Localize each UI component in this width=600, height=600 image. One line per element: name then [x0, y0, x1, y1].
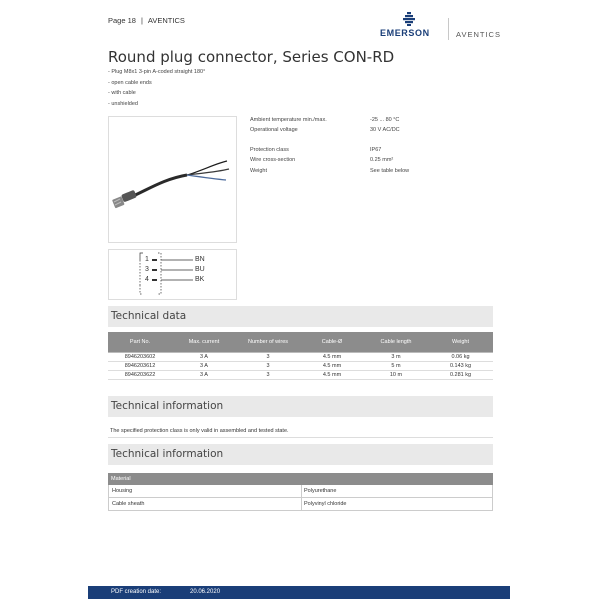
column-header: Max. current [172, 332, 236, 352]
table-cell: 4.5 mm [300, 370, 364, 379]
property-value: 30 V AC/DC [370, 127, 400, 133]
technical-data-table [108, 332, 493, 380]
table-cell: 8946203612 [108, 361, 172, 370]
column-header: Cable length [364, 332, 428, 352]
table-row [108, 498, 493, 511]
feature-item: - Plug M8x1 3-pin A-coded straight 180° [108, 69, 206, 75]
wire-color-label: BK [195, 276, 205, 283]
divider [108, 437, 493, 438]
material-component: Housing [112, 488, 133, 494]
table-header-row [108, 332, 493, 352]
property-key: Weight [250, 168, 268, 174]
creation-date-value: 20.06.2020 [190, 589, 221, 595]
pin-number: 1 [145, 256, 149, 263]
page-title: Round plug connector, Series CON-RD [108, 48, 395, 66]
page-label: Page [108, 16, 126, 25]
column-header: Weight [428, 332, 493, 352]
pinout-drawing [109, 250, 236, 299]
property-key: Wire cross-section [250, 157, 296, 163]
table-row [108, 361, 493, 370]
technical-data-heading [108, 306, 493, 327]
property-value: 0.25 mm² [370, 157, 394, 163]
product-image [108, 116, 237, 243]
table-cell: 3 m [364, 352, 428, 361]
feature-item: - with cable [108, 90, 136, 96]
wire-color-label: BU [195, 266, 205, 273]
table-row [108, 370, 493, 379]
feature-list [108, 67, 205, 109]
material-table-header: Material [108, 473, 493, 485]
connector-illustration [109, 117, 236, 242]
table-cell: 10 m [364, 370, 428, 379]
property-value: See table below [370, 168, 410, 174]
logo-divider [448, 18, 449, 40]
pin-number: 3 [145, 266, 149, 273]
table-cell: 3 A [172, 361, 236, 370]
table-cell: 8946203622 [108, 370, 172, 379]
feature-item: - unshielded [108, 100, 138, 107]
feature-item: - open cable ends [108, 79, 152, 86]
aventics-wordmark: AVENTICS [456, 30, 501, 39]
table-cell: 3 [236, 370, 300, 379]
column-header: Cable-Ø [300, 332, 364, 352]
property-value: IP67 [370, 147, 382, 153]
table-cell: 3 A [172, 370, 236, 379]
page-number: 18 [127, 16, 136, 25]
wire-color-label: BN [195, 256, 205, 263]
property-key: Ambient temperature min./max. [250, 117, 327, 123]
property-value: -25 ... 80 °C [370, 117, 400, 123]
table-row [108, 352, 493, 361]
emerson-logo-icon [402, 12, 416, 26]
material-value: Polyurethane [304, 488, 337, 494]
table-cell: 8946203602 [108, 352, 172, 361]
property-key: Operational voltage [250, 127, 298, 133]
column-header: Part No. [108, 332, 172, 352]
column-header: Number of wires [236, 332, 300, 352]
technical-information-heading-2 [108, 444, 493, 465]
section-title: Technical data [111, 310, 187, 322]
emerson-wordmark: EMERSON [380, 28, 430, 38]
table-cell: 0.143 kg [428, 361, 493, 370]
technical-information-heading [108, 396, 493, 417]
material-value: Polyvinyl chloride [304, 501, 347, 507]
table-cell: 3 [236, 352, 300, 361]
table-cell: 4.5 mm [300, 352, 364, 361]
emerson-aventics-logo [380, 12, 505, 42]
section-title: Technical information [111, 448, 224, 460]
property-key: Protection class [250, 147, 289, 153]
protection-class-note: The specified protection class is only valid in assembled and tested state. [110, 428, 289, 434]
material-component: Cable sheath [112, 501, 145, 507]
material-table [108, 473, 493, 511]
cell-divider [301, 485, 302, 497]
table-cell: 5 m [364, 361, 428, 370]
cell-divider [301, 498, 302, 510]
header-brand: AVENTICS [147, 16, 185, 25]
table-cell: 3 A [172, 352, 236, 361]
section-title: Technical information [111, 400, 224, 412]
table-cell: 0.281 kg [428, 370, 493, 379]
header-separator: | [140, 16, 143, 25]
page-header [108, 16, 185, 25]
creation-date-label: PDF creation date: [111, 589, 162, 595]
table-cell: 0.06 kg [428, 352, 493, 361]
table-cell: 4.5 mm [300, 361, 364, 370]
pinout-diagram [108, 249, 237, 300]
table-cell: 3 [236, 361, 300, 370]
footer-bar [88, 586, 510, 599]
table-row [108, 485, 493, 498]
pin-number: 4 [145, 276, 149, 283]
